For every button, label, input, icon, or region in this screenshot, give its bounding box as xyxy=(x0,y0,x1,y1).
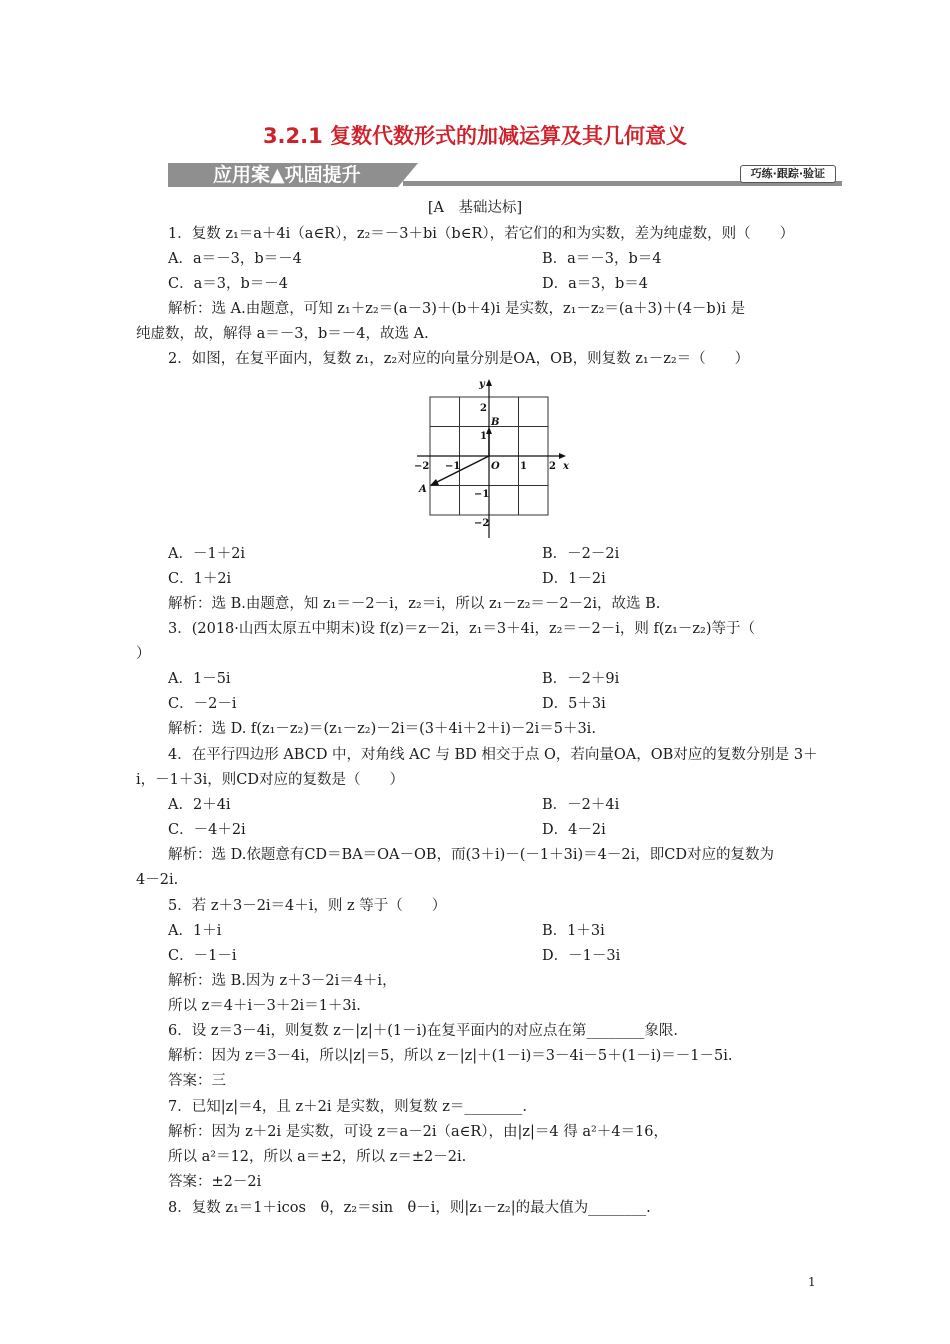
q8-stem: 8．复数 z₁＝1＋icos θ，z₂＝sin θ－i，则|z₁－z₂|的最大值为________. xyxy=(168,1200,651,1216)
q2-option-b: B．－2－2i xyxy=(542,546,620,562)
q4-option-c: C．－4＋2i xyxy=(168,822,246,838)
q5-option-c: C．－1－i xyxy=(168,948,237,964)
q4-option-a: A．2＋4i xyxy=(168,797,231,813)
y-tick-label: 2 xyxy=(480,403,487,414)
q3-stem-cont: ） xyxy=(136,646,151,662)
point-b-label: B xyxy=(491,417,500,428)
y-tick-label: 1 xyxy=(480,431,487,442)
q3-solution: 解析：选 D. f(z₁－z₂)＝(z₁－z₂)－2i＝(3＋4i＋2＋i)－2i＝5＋3i. xyxy=(168,721,596,737)
x-arrow-icon xyxy=(559,453,566,459)
q1-stem: 1．复数 z₁＝a＋4i（a∈R），z₂＝－3＋bi（b∈R），若它们的和为实数，差为纯虚数，则（ ） xyxy=(168,226,795,242)
q4-option-d: D．4－2i xyxy=(542,822,606,838)
q3-option-c: C．－2－i xyxy=(168,696,237,712)
q5-option-a: A．1＋i xyxy=(168,923,222,939)
x-tick-label: 2 xyxy=(549,461,556,472)
y-arrow-icon xyxy=(486,379,492,386)
y-tick-label: −1 xyxy=(474,489,490,500)
q7-solution-cont: 所以 a²＝12，所以 a＝±2，所以 z＝±2－2i. xyxy=(168,1149,467,1165)
q1-solution: 解析：选 A.由题意，可知 z₁＋z₂＝(a－3)＋(b＋4)i 是实数，z₁－z₂＝(a＋3)＋(4－b)i 是 xyxy=(168,301,746,317)
q1-option-c: C．a＝3，b＝－4 xyxy=(168,276,288,292)
q4-solution-cont: 4－2i. xyxy=(136,872,179,888)
page-title: 3.2.1 复数代数形式的加减运算及其几何意义 xyxy=(262,124,688,148)
q1-solution-cont: 纯虚数，故，解得 a＝－3，b＝－4，故选 A. xyxy=(136,326,429,342)
q2-option-a: A．－1＋2i xyxy=(168,546,246,562)
y-axis-label: y xyxy=(479,379,485,390)
q3-option-d: D．5＋3i xyxy=(542,696,606,712)
x-tick-label: −1 xyxy=(445,461,461,472)
q2-solution: 解析：选 B.由题意，知 z₁＝－2－i，z₂＝i，所以 z₁－z₂＝－2－2i，故选 B. xyxy=(168,596,661,612)
x-axis-label: x xyxy=(563,461,569,472)
banner-tag: 巧练·跟踪·验证 xyxy=(740,165,836,183)
q1-option-a: A．a＝－3，b＝－4 xyxy=(168,251,302,267)
q5-solution-cont: 所以 z＝4＋i－3＋2i＝1＋3i. xyxy=(168,998,361,1014)
q7-solution: 解析：因为 z＋2i 是实数，可设 z＝a－2i（a∈R），由|z|＝4 得 a²＋4＝16， xyxy=(168,1124,669,1140)
q4-option-b: B．－2＋4i xyxy=(542,797,620,813)
section-banner xyxy=(168,163,842,187)
q1-option-d: D．a＝3，b＝4 xyxy=(542,276,649,292)
complex-plane-figure xyxy=(412,375,577,540)
q6-stem: 6．设 z＝3－4i，则复数 z－|z|＋(1－i)在复平面内的对应点在第________象限. xyxy=(168,1023,679,1039)
x-tick-label: 1 xyxy=(520,461,527,472)
q4-solution: 解析：选 D.依题意有CD＝BA＝OA－OB，而(3＋i)－(－1＋3i)＝4－2i，即CD对应的复数为 xyxy=(168,847,774,863)
q5-stem: 5．若 z＋3－2i＝4＋i，则 z 等于（ ） xyxy=(168,898,447,914)
point-a-label: A xyxy=(419,484,427,495)
q5-option-d: D．－1－3i xyxy=(542,948,621,964)
x-tick-label: −2 xyxy=(414,461,430,472)
q3-option-b: B．－2＋9i xyxy=(542,671,620,687)
y-tick-label: −2 xyxy=(474,518,490,529)
q4-stem-cont: i，－1＋3i，则CD对应的复数是（ ） xyxy=(136,772,404,788)
q7-stem: 7．已知|z|＝4，且 z＋2i 是实数，则复数 z＝________. xyxy=(168,1099,527,1115)
section-heading: [A 基础达标] xyxy=(427,200,523,216)
q7-answer: 答案：±2－2i xyxy=(168,1174,262,1190)
q6-solution: 解析：因为 z＝3－4i，所以|z|＝5，所以 z－|z|＋(1－i)＝3－4i－5＋(1－i)＝－1－5i. xyxy=(168,1048,733,1064)
page-number: 1 xyxy=(808,1275,816,1289)
vector-oa xyxy=(433,456,489,484)
q2-option-d: D．1－2i xyxy=(542,571,606,587)
q1-option-b: B．a＝－3，b＝4 xyxy=(542,251,662,267)
q6-answer: 答案：三 xyxy=(168,1073,226,1089)
q4-stem: 4．在平行四边形 ABCD 中，对角线 AC 与 BD 相交于点 O，若向量OA，OB对应的复数分别是 3＋ xyxy=(168,747,818,763)
q3-stem: 3．(2018·山西太原五中期末)设 f(z)＝z－2i，z₁＝3＋4i，z₂＝－2－i，则 f(z₁－z₂)等于（ xyxy=(168,621,756,637)
origin-label: O xyxy=(491,461,500,472)
q5-option-b: B．1＋3i xyxy=(542,923,605,939)
q2-stem: 2．如图，在复平面内，复数 z₁，z₂对应的向量分别是OA，OB，则复数 z₁－z₂＝（ ） xyxy=(168,351,750,367)
q2-option-c: C．1＋2i xyxy=(168,571,232,587)
q3-option-a: A．1－5i xyxy=(168,671,231,687)
banner-title: 应用案▲巩固提升 xyxy=(213,164,361,186)
q5-solution: 解析：选 B.因为 z＋3－2i＝4＋i， xyxy=(168,973,397,989)
